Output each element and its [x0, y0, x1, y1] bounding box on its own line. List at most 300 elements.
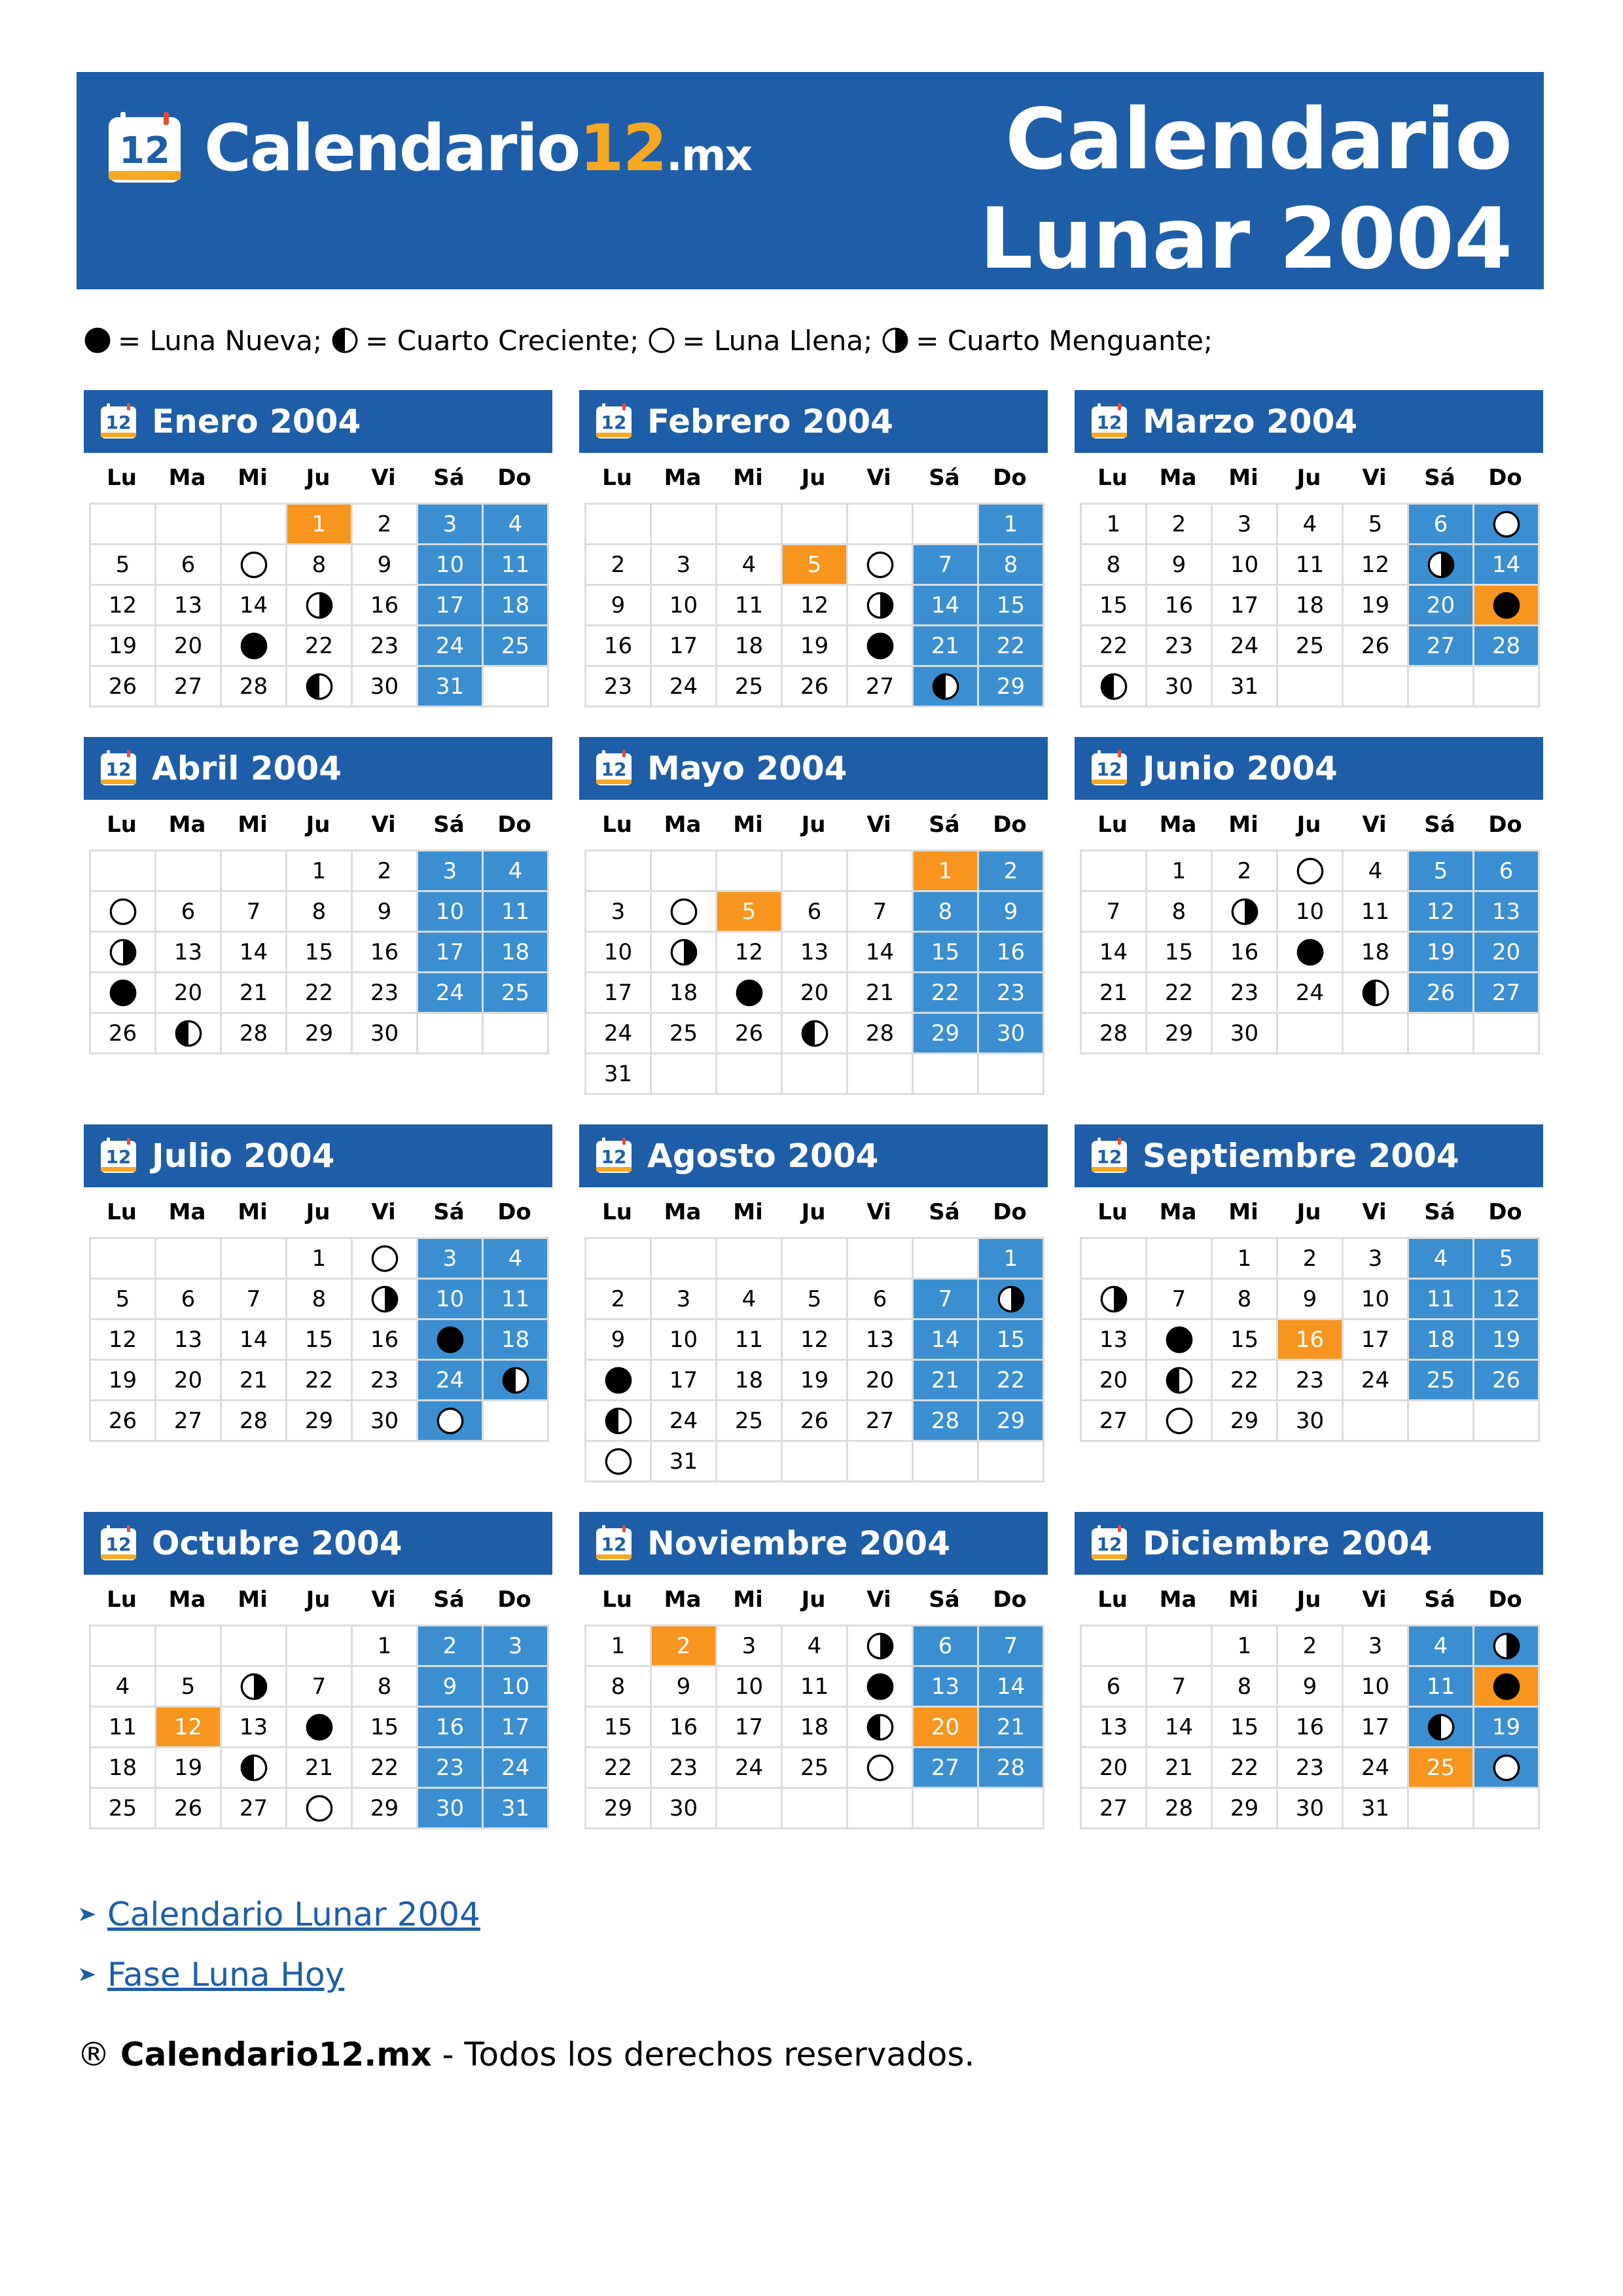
day-cell — [848, 1708, 914, 1748]
day-cell: 2 — [979, 852, 1044, 892]
footer-brand: Calendario12.mx — [120, 2036, 432, 2073]
weekday-label: Sá — [1424, 812, 1455, 838]
day-cell: 4 — [484, 1239, 549, 1280]
month-header — [579, 1512, 1048, 1575]
day-cell: 2 — [353, 505, 418, 545]
weekday-label: Ma — [1159, 1199, 1197, 1225]
day-grid — [1080, 503, 1540, 708]
empty-cell — [91, 1239, 156, 1280]
svg-text:12: 12 — [105, 412, 132, 433]
day-cell — [1147, 1320, 1213, 1361]
new-moon-icon — [1296, 938, 1325, 967]
day-cell: 11 — [484, 545, 549, 586]
new-moon-icon — [735, 978, 764, 1007]
legend-item — [84, 325, 322, 357]
empty-cell — [717, 1442, 783, 1482]
day-cell — [1474, 1748, 1540, 1789]
empty-cell — [652, 1054, 717, 1095]
day-cell: 8 — [1213, 1280, 1278, 1320]
day-cell: 5 — [1344, 505, 1409, 545]
weekday-label: Vi — [371, 1199, 396, 1225]
footer-text: - Todos los derechos reservados. — [431, 2036, 975, 2073]
weekday-label: Ma — [664, 1587, 702, 1613]
day-cell: 14 — [1082, 933, 1147, 973]
day-cell: 10 — [1344, 1667, 1409, 1708]
day-cell — [1082, 667, 1147, 708]
weekday-label: Mi — [238, 1199, 268, 1225]
new-moon-icon — [1165, 1325, 1194, 1354]
day-cell: 11 — [1409, 1667, 1474, 1708]
day-cell: 15 — [914, 933, 979, 973]
month-title: Abril 2004 — [152, 749, 342, 787]
weekday-header — [584, 1187, 1048, 1237]
day-cell: 27 — [1409, 626, 1474, 667]
month-header — [84, 1124, 552, 1187]
day-cell — [1344, 973, 1409, 1014]
fase-luna-hoy-link[interactable]: Fase Luna Hoy — [107, 1956, 345, 1994]
new-moon-icon — [240, 632, 268, 660]
day-cell: 24 — [1344, 1361, 1409, 1401]
full-moon-icon — [604, 1447, 633, 1476]
day-cell: 19 — [1474, 1320, 1540, 1361]
day-cell: 3 — [484, 1626, 549, 1667]
day-cell: 3 — [418, 1239, 484, 1280]
calendar-logo-icon — [106, 112, 183, 185]
day-cell: 18 — [652, 973, 717, 1014]
day-cell: 16 — [353, 933, 418, 973]
weekday-label: Do — [1488, 465, 1522, 491]
day-cell: 22 — [586, 1748, 652, 1789]
month-title: Enero 2004 — [152, 403, 361, 440]
day-cell: 14 — [1474, 545, 1540, 586]
empty-cell — [914, 1442, 979, 1482]
day-cell: 18 — [1278, 586, 1344, 626]
day-cell: 3 — [418, 852, 484, 892]
day-cell — [1474, 505, 1540, 545]
day-cell: 1 — [1213, 1239, 1278, 1280]
day-cell: 30 — [1278, 1789, 1344, 1829]
calendar-icon — [99, 1138, 137, 1174]
last-quarter-icon — [109, 938, 137, 967]
month-calendar — [579, 390, 1048, 708]
empty-cell — [1409, 667, 1474, 708]
day-cell: 21 — [914, 626, 979, 667]
day-cell: 25 — [484, 973, 549, 1014]
day-cell: 18 — [484, 1320, 549, 1361]
day-cell: 30 — [652, 1789, 717, 1829]
day-cell: 17 — [652, 1361, 717, 1401]
weekday-label: Vi — [866, 812, 891, 838]
weekday-label: Sá — [433, 1587, 465, 1613]
weekday-label: Ma — [1159, 812, 1197, 838]
day-cell: 5 — [1409, 852, 1474, 892]
day-cell — [1474, 1626, 1540, 1667]
logo-tld: .mx — [666, 130, 752, 181]
day-cell: 9 — [353, 545, 418, 586]
empty-cell — [848, 852, 914, 892]
day-cell: 5 — [156, 1667, 222, 1708]
day-cell: 29 — [353, 1789, 418, 1829]
weekday-label: Do — [497, 812, 531, 838]
day-cell: 25 — [1409, 1748, 1474, 1789]
day-cell: 11 — [484, 1280, 549, 1320]
empty-cell — [783, 1789, 848, 1829]
day-cell: 20 — [1082, 1748, 1147, 1789]
day-cell — [652, 933, 717, 973]
day-cell: 25 — [783, 1748, 848, 1789]
day-cell — [652, 892, 717, 933]
svg-text:12: 12 — [601, 1146, 627, 1168]
weekday-label: Lu — [602, 812, 632, 838]
day-cell: 24 — [652, 667, 717, 708]
day-cell: 21 — [979, 1708, 1044, 1748]
day-cell: 21 — [848, 973, 914, 1014]
weekday-label: Mi — [238, 465, 268, 491]
empty-cell — [156, 1626, 222, 1667]
day-cell — [586, 1361, 652, 1401]
month-header — [579, 737, 1048, 800]
day-cell — [418, 1401, 484, 1442]
day-cell: 3 — [1344, 1626, 1409, 1667]
day-cell — [717, 973, 783, 1014]
full-moon-icon — [109, 897, 137, 926]
day-cell: 24 — [1344, 1748, 1409, 1789]
day-cell: 23 — [586, 667, 652, 708]
day-cell: 20 — [914, 1708, 979, 1748]
day-cell: 16 — [652, 1708, 717, 1748]
svg-text:12: 12 — [105, 759, 132, 780]
weekday-label: Ju — [801, 1199, 826, 1225]
weekday-label: Ju — [1296, 1199, 1321, 1225]
day-cell — [353, 1239, 418, 1280]
svg-text:12: 12 — [1096, 1146, 1122, 1168]
month-header — [84, 1512, 552, 1575]
day-cell: 24 — [717, 1748, 783, 1789]
day-cell — [1474, 586, 1540, 626]
day-cell — [156, 1014, 222, 1054]
day-cell: 23 — [1147, 626, 1213, 667]
day-cell — [586, 1401, 652, 1442]
day-cell: 27 — [1082, 1401, 1147, 1442]
day-cell: 3 — [717, 1626, 783, 1667]
weekday-label: Mi — [1228, 812, 1258, 838]
day-cell: 25 — [652, 1014, 717, 1054]
month-calendar — [84, 737, 552, 1054]
weekday-label: Lu — [602, 1587, 632, 1613]
day-cell: 29 — [1213, 1789, 1278, 1829]
day-cell: 1 — [353, 1626, 418, 1667]
month-calendar — [84, 390, 552, 708]
weekday-label: Ju — [306, 812, 330, 838]
day-cell: 29 — [287, 1401, 353, 1442]
weekday-label: Mi — [1228, 1587, 1258, 1613]
empty-cell — [222, 1239, 287, 1280]
day-cell: 17 — [586, 973, 652, 1014]
day-cell: 2 — [1278, 1239, 1344, 1280]
calendario-lunar-link[interactable]: Calendario Lunar 2004 — [107, 1895, 480, 1933]
day-cell: 7 — [979, 1626, 1044, 1667]
day-cell: 11 — [1278, 545, 1344, 586]
day-cell: 22 — [1213, 1361, 1278, 1401]
day-cell: 30 — [979, 1014, 1044, 1054]
svg-text:12: 12 — [105, 1146, 132, 1168]
empty-cell — [783, 852, 848, 892]
day-cell: 5 — [1474, 1239, 1540, 1280]
weekday-label: Vi — [1362, 812, 1387, 838]
empty-cell — [1474, 1789, 1540, 1829]
day-cell: 29 — [914, 1014, 979, 1054]
first-quarter-icon — [1427, 1713, 1455, 1742]
day-cell: 5 — [783, 545, 848, 586]
empty-cell — [1474, 667, 1540, 708]
day-cell: 27 — [848, 1401, 914, 1442]
weekday-label: Do — [1488, 812, 1522, 838]
day-cell: 10 — [1213, 545, 1278, 586]
day-cell: 15 — [1213, 1320, 1278, 1361]
weekday-label: Vi — [371, 812, 396, 838]
day-cell — [1278, 933, 1344, 973]
day-cell: 27 — [1082, 1789, 1147, 1829]
day-cell: 26 — [1409, 973, 1474, 1014]
day-cell: 22 — [914, 973, 979, 1014]
weekday-header — [1080, 800, 1543, 850]
legend-item — [331, 325, 639, 357]
weekday-header — [89, 800, 552, 850]
day-cell: 30 — [1213, 1014, 1278, 1054]
full-moon-icon — [436, 1407, 465, 1435]
weekday-header — [1080, 1575, 1543, 1624]
day-cell: 21 — [222, 973, 287, 1014]
day-cell: 19 — [783, 626, 848, 667]
day-cell: 4 — [1409, 1626, 1474, 1667]
weekday-label: Ma — [168, 1587, 206, 1613]
day-cell — [222, 1667, 287, 1708]
day-cell: 30 — [418, 1789, 484, 1829]
day-cell — [1147, 1401, 1213, 1442]
weekday-label: Ju — [1296, 812, 1321, 838]
legend-text: = Cuarto Creciente; — [365, 324, 639, 357]
month-calendar — [84, 1512, 552, 1829]
day-cell: 31 — [652, 1442, 717, 1482]
new-moon-icon — [866, 632, 895, 660]
day-cell: 27 — [156, 667, 222, 708]
day-cell: 6 — [156, 545, 222, 586]
day-cell: 22 — [979, 626, 1044, 667]
weekday-label: Do — [993, 1199, 1027, 1225]
day-cell: 21 — [1147, 1748, 1213, 1789]
empty-cell — [783, 1239, 848, 1280]
day-cell: 9 — [1278, 1667, 1344, 1708]
weekday-label: Do — [993, 465, 1027, 491]
day-cell: 16 — [353, 586, 418, 626]
month-calendar — [1075, 1512, 1543, 1829]
day-cell: 3 — [652, 545, 717, 586]
day-cell: 5 — [717, 892, 783, 933]
empty-cell — [1082, 1626, 1147, 1667]
weekday-label: Vi — [866, 1587, 891, 1613]
day-cell: 2 — [1213, 852, 1278, 892]
last-quarter-icon — [1492, 1632, 1521, 1660]
day-cell: 16 — [1147, 586, 1213, 626]
day-cell — [1278, 852, 1344, 892]
weekday-header — [89, 453, 552, 503]
empty-cell — [156, 505, 222, 545]
day-cell: 25 — [484, 626, 549, 667]
day-cell: 7 — [914, 545, 979, 586]
last-quarter-icon — [997, 1285, 1026, 1314]
calendar-icon — [99, 403, 137, 440]
day-cell: 28 — [1082, 1014, 1147, 1054]
day-cell: 14 — [979, 1667, 1044, 1708]
day-cell: 6 — [1409, 505, 1474, 545]
day-cell: 14 — [914, 1320, 979, 1361]
weekday-label: Sá — [929, 1587, 960, 1613]
svg-text:12: 12 — [105, 1534, 132, 1555]
full-moon-icon — [648, 327, 675, 354]
month-title: Agosto 2004 — [647, 1137, 879, 1175]
day-grid — [89, 1624, 549, 1829]
arrow-right-icon — [77, 1904, 98, 1925]
day-cell: 29 — [979, 667, 1044, 708]
day-cell: 10 — [717, 1667, 783, 1708]
day-cell: 20 — [156, 626, 222, 667]
empty-cell — [717, 1054, 783, 1095]
day-cell: 24 — [418, 626, 484, 667]
day-grid — [1080, 1624, 1540, 1829]
empty-cell — [1409, 1401, 1474, 1442]
weekday-label: Ma — [168, 812, 206, 838]
day-cell: 28 — [848, 1014, 914, 1054]
day-cell: 28 — [222, 667, 287, 708]
day-cell: 2 — [353, 852, 418, 892]
weekday-label: Lu — [1097, 812, 1128, 838]
day-cell — [287, 586, 353, 626]
last-quarter-icon — [669, 938, 698, 967]
weekday-label: Do — [1488, 1587, 1522, 1613]
weekday-label: Lu — [602, 465, 632, 491]
day-cell: 31 — [1213, 667, 1278, 708]
day-cell: 17 — [418, 586, 484, 626]
day-cell: 4 — [91, 1667, 156, 1708]
day-cell: 19 — [1344, 586, 1409, 626]
month-header — [579, 390, 1048, 453]
weekday-label: Vi — [371, 465, 396, 491]
calendar-icon — [1090, 403, 1128, 440]
first-quarter-icon — [1361, 978, 1390, 1007]
day-cell: 13 — [156, 933, 222, 973]
day-cell — [91, 892, 156, 933]
day-cell: 3 — [1213, 505, 1278, 545]
day-cell: 13 — [1474, 892, 1540, 933]
empty-cell — [783, 505, 848, 545]
empty-cell — [914, 1239, 979, 1280]
site-logo[interactable] — [106, 109, 751, 188]
day-cell: 2 — [1147, 505, 1213, 545]
page-title-line1: Calendario — [1005, 91, 1512, 188]
day-cell: 24 — [484, 1748, 549, 1789]
weekday-header — [584, 1575, 1048, 1624]
weekday-label: Sá — [433, 465, 465, 491]
day-cell: 12 — [717, 933, 783, 973]
day-grid — [89, 1237, 549, 1442]
day-cell: 10 — [652, 586, 717, 626]
month-title: Octubre 2004 — [152, 1524, 402, 1562]
empty-cell — [1344, 1401, 1409, 1442]
first-quarter-icon — [174, 1019, 203, 1048]
new-moon-icon — [604, 1366, 633, 1395]
day-cell: 31 — [484, 1789, 549, 1829]
day-cell: 13 — [1082, 1320, 1147, 1361]
svg-text:12: 12 — [1096, 1534, 1122, 1555]
month-calendar — [1075, 737, 1543, 1054]
empty-cell — [1474, 1401, 1540, 1442]
day-cell: 7 — [222, 1280, 287, 1320]
empty-cell — [914, 1054, 979, 1095]
day-cell: 7 — [1082, 892, 1147, 933]
month-calendar — [579, 737, 1048, 1095]
new-moon-icon — [84, 327, 111, 354]
day-cell: 19 — [91, 626, 156, 667]
weekday-label: Ma — [664, 812, 702, 838]
weekday-label: Lu — [107, 1199, 137, 1225]
empty-cell — [1474, 1014, 1540, 1054]
day-cell — [1147, 1361, 1213, 1401]
empty-cell — [848, 1239, 914, 1280]
legend-text: = Cuarto Menguante; — [916, 324, 1213, 357]
legend-text: = Luna Llena; — [682, 324, 873, 357]
weekday-label: Mi — [733, 812, 763, 838]
month-calendar — [84, 1124, 552, 1442]
weekday-label: Sá — [433, 1199, 465, 1225]
empty-cell — [848, 1054, 914, 1095]
day-cell: 3 — [652, 1280, 717, 1320]
copyright-footer — [77, 2036, 974, 2073]
last-quarter-icon — [240, 1672, 268, 1701]
empty-cell — [848, 1442, 914, 1482]
day-cell: 6 — [156, 1280, 222, 1320]
weekday-label: Vi — [1362, 465, 1387, 491]
svg-text:12: 12 — [601, 412, 627, 433]
svg-text:12: 12 — [601, 759, 627, 780]
day-cell: 31 — [586, 1054, 652, 1095]
calendar-icon — [595, 403, 633, 440]
day-cell: 12 — [91, 586, 156, 626]
day-cell: 5 — [783, 1280, 848, 1320]
day-cell: 22 — [353, 1748, 418, 1789]
empty-cell — [783, 1442, 848, 1482]
day-cell: 27 — [222, 1789, 287, 1829]
day-cell: 15 — [1213, 1708, 1278, 1748]
day-cell: 7 — [848, 892, 914, 933]
day-cell: 22 — [287, 626, 353, 667]
day-cell: 1 — [1213, 1626, 1278, 1667]
weekday-label: Sá — [929, 812, 960, 838]
weekday-label: Lu — [1097, 465, 1128, 491]
day-cell: 20 — [156, 973, 222, 1014]
empty-cell — [484, 1401, 549, 1442]
new-moon-icon — [1492, 1672, 1521, 1701]
full-moon-icon — [1492, 510, 1521, 539]
day-cell: 29 — [979, 1401, 1044, 1442]
day-cell: 6 — [848, 1280, 914, 1320]
day-cell: 6 — [156, 892, 222, 933]
empty-cell — [91, 1626, 156, 1667]
full-moon-icon — [1296, 857, 1325, 886]
day-cell — [222, 1748, 287, 1789]
weekday-label: Mi — [1228, 1199, 1258, 1225]
day-grid — [89, 850, 549, 1054]
day-cell: 29 — [1147, 1014, 1213, 1054]
